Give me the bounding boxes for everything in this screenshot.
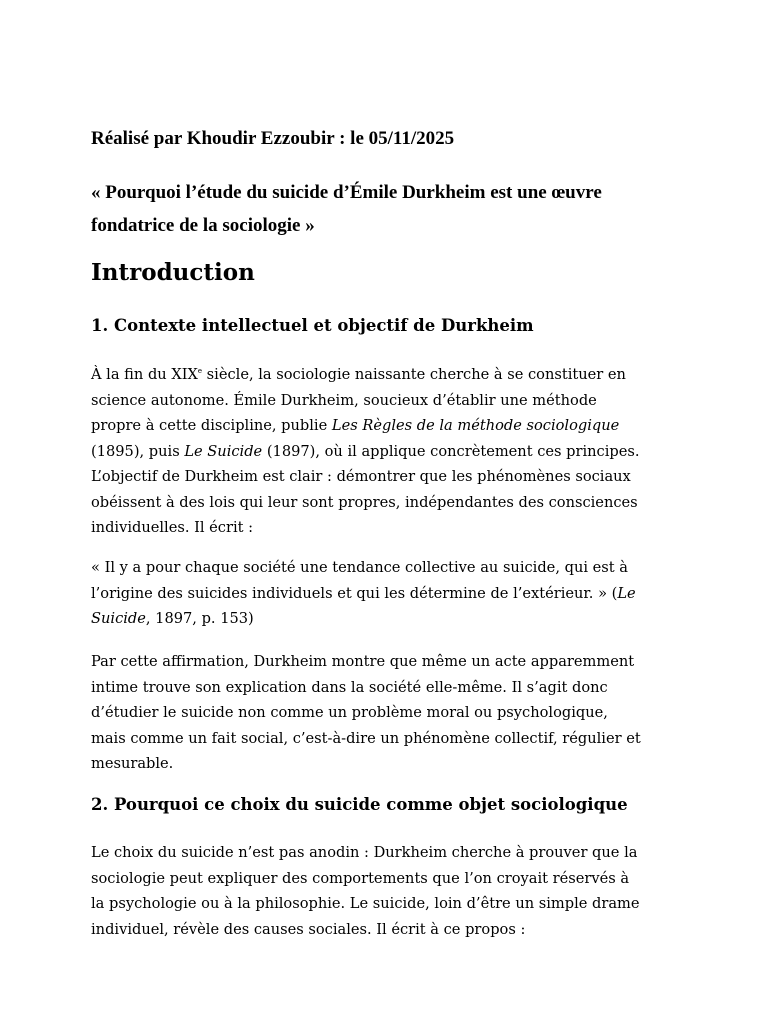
text-line: Suicide, 1897, p. 153) [91, 610, 254, 627]
title-line-2: fondatrice de la sociologie » [91, 215, 315, 236]
text-line: À la fin du XIXe siècle, la sociologie naissante cherche à se constituer en [91, 366, 626, 383]
section-2-heading: 2. Pourquoi ce choix du suicide comme objet sociologique [91, 795, 628, 814]
text-line: L’objectif de Durkheim est clair : démontrer que les phénomènes sociaux [91, 468, 631, 485]
text-line: (1895), puis Le Suicide (1897), où il applique concrètement ces principes. [91, 442, 640, 460]
text-line: obéissent à des lois qui leur sont propres, indépendantes des consciences [91, 493, 638, 511]
text-line: Le choix du suicide n’est pas anodin : Durkheim cherche à prouver que la [91, 844, 638, 861]
durkheim-quote [91, 555, 681, 632]
document-title [91, 176, 681, 242]
text-line: « Il y a pour chaque société une tendance collective au suicide, qui est à [91, 559, 628, 576]
section-1-paragraph-1 [91, 359, 681, 541]
author-byline: Réalisé par Khoudir Ezzoubir : le 05/11/2025 [91, 128, 455, 149]
section-2-paragraph-1 [91, 840, 681, 942]
title-line-1: « Pourquoi l’étude du suicide d’Émile Durkheim est une œuvre [91, 182, 602, 203]
text-line: d’étudier le suicide non comme un problème moral ou psychologique, [91, 704, 608, 721]
section-1-paragraph-2 [91, 649, 681, 777]
text-line: la psychologie ou à la philosophie. Le suicide, loin d’être un simple drame [91, 895, 640, 912]
text-line: intime trouve son explication dans la société elle-même. Il s’agit donc [91, 678, 608, 696]
text-line: propre à cette discipline, publie Les Règles de la méthode sociologique [91, 417, 620, 434]
superscript-e: e [197, 367, 203, 375]
book-title-suicide: Le Suicide [184, 442, 263, 460]
text-line: mesurable. [91, 755, 174, 772]
text-line: science autonome. Émile Durkheim, soucieux d’établir une méthode [91, 391, 597, 409]
book-title-regles: Les Règles de la méthode sociologique [331, 417, 620, 434]
text-line: individuelles. Il écrit : [91, 519, 254, 536]
introduction-heading: Introduction [91, 259, 255, 286]
text-line: mais comme un fait social, c’est-à-dire un phénomène collectif, régulier et [91, 729, 641, 747]
section-1-heading: 1. Contexte intellectuel et objectif de Durkheim [91, 316, 534, 335]
text-line: l’origine des suicides individuels et qui les détermine de l’extérieur. » (Le [91, 584, 636, 602]
text-line: sociologie peut expliquer des comportements que l’on croyait réservés à [91, 869, 630, 887]
text-line: individuel, révèle des causes sociales. Il écrit à ce propos : [91, 920, 526, 938]
text-line: Par cette affirmation, Durkheim montre que même un acte apparemment [91, 653, 635, 670]
